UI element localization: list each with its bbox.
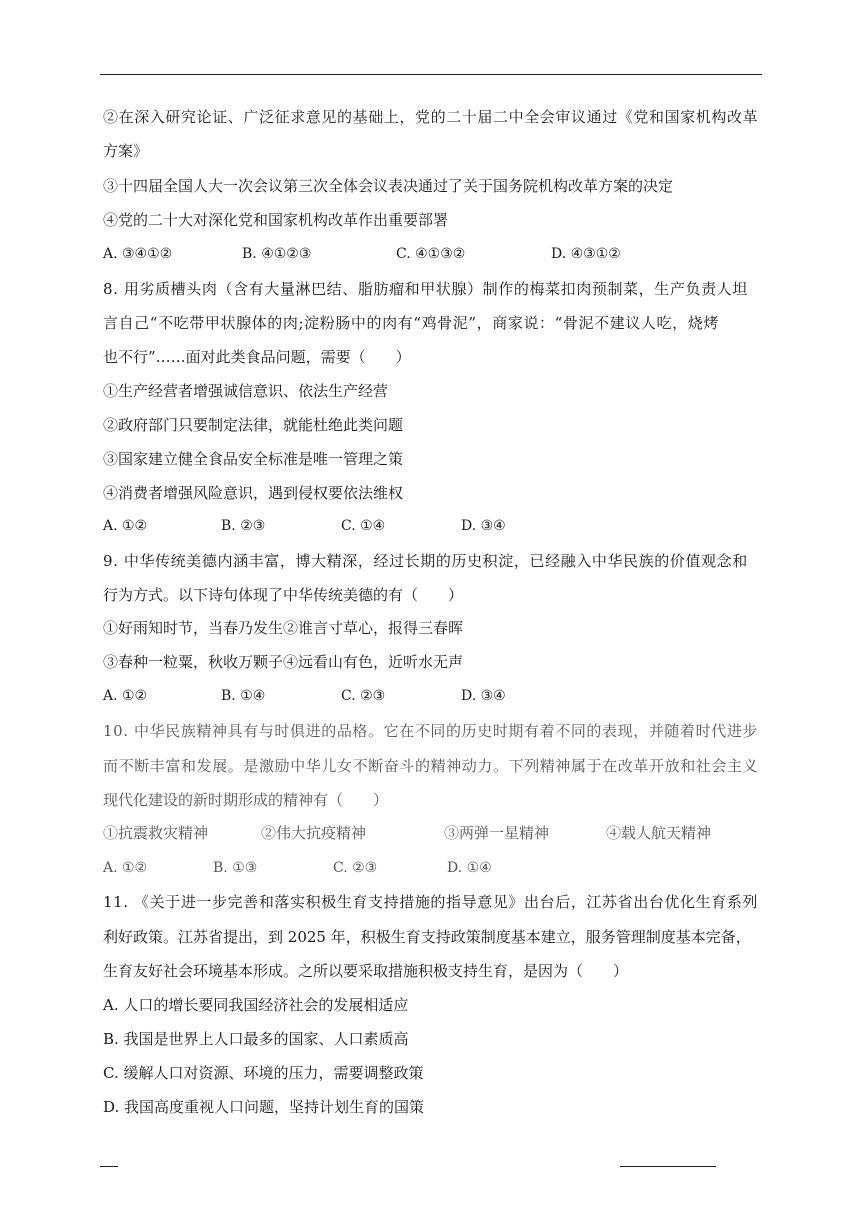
q8-option-c: C. ①④ — [341, 518, 386, 534]
q8-statement-1: ①生产经营者增强诚信意识、依法生产经营 — [103, 382, 389, 400]
q11-stem-line2: 利好政策。江苏省提出，到 2025 年，积极生育支持政策制度基本建立，服务管理制度基本完备， — [103, 928, 751, 946]
q10-stem-line1: 10. 中华民族精神具有与时俱进的品格。它在不同的历史时期有着不同的表现，并随着时代进步 — [103, 722, 759, 740]
q9-stem-line1: 9. 中华传统美德内涵丰富，博大精深，经过长期的历史积淀，已经融入中华民族的价值观念和 — [103, 552, 748, 570]
q10-stem-line3: 现代化建设的新时期形成的精神有（ ） — [103, 791, 389, 809]
q7-statement-4: ④党的二十大对深化党和国家机构改革作出重要部署 — [103, 211, 449, 229]
q10-item-2: ②伟大抗疫精神 — [261, 824, 367, 842]
footer-rule-left — [100, 1166, 118, 1167]
q8-statement-3: ③国家建立健全食品安全标准是唯一管理之策 — [103, 450, 404, 468]
q9-statement-34: ③春种一粒粟，秋收万颗子④远看山有色，近听水无声 — [103, 653, 464, 671]
q9-statement-12: ①好雨知时节，当春乃发生②谁言寸草心，报得三春晖 — [103, 619, 464, 637]
q8-option-b: B. ②③ — [221, 518, 266, 534]
q8-stem-line3: 也不行”……面对此类食品问题，需要（ ） — [103, 348, 411, 366]
q9-stem-line2: 行为方式。以下诗句体现了中华传统美德的有（ ） — [103, 586, 464, 604]
q7-statement-2: ②在深入研究论证、广泛征求意见的基础上，党的二十届二中全会审议通过《党和国家机构改革 — [103, 108, 759, 126]
q10-option-d: D. ①④ — [447, 860, 492, 876]
q8-statement-4: ④消费者增强风险意识，遇到侵权要依法维权 — [103, 484, 404, 502]
q8-stem-line2: 言自己“不吃带甲状腺体的肉;淀粉肠中的肉有“鸡骨泥”，商家说：“骨泥不建议人吃，烧烤 — [103, 314, 719, 332]
q11-stem-line1: 11. 《关于进一步完善和落实积极生育支持措施的指导意见》出台后，江苏省出台优化生育系列 — [103, 893, 759, 911]
q11-option-a: A. 人口的增长要同我国经济社会的发展相适应 — [103, 996, 409, 1014]
q8-statement-2: ②政府部门只要制定法律，就能杜绝此类问题 — [103, 416, 404, 434]
q10-option-a: A. ①② — [103, 860, 148, 876]
q11-option-b: B. 我国是世界上人口最多的国家、人口素质高 — [103, 1030, 409, 1048]
q11-stem-line3: 生育友好社会环境基本形成。之所以要采取措施积极支持生育，是因为（ ） — [103, 962, 629, 980]
q7-statement-3: ③十四届全国人大一次会议第三次全体会议表决通过了关于国务院机构改革方案的决定 — [103, 177, 674, 195]
q8-option-d: D. ③④ — [461, 518, 506, 534]
q9-option-a: A. ①② — [103, 688, 148, 704]
q10-stem-line2: 而不断丰富和发展。是激励中华儿女不断奋斗的精神动力。下列精神属于在改革开放和社会主义 — [103, 757, 759, 775]
q9-option-b: B. ①④ — [221, 688, 266, 704]
header-rule — [100, 74, 762, 75]
q8-stem-line1: 8. 用劣质槽头肉（含有大量淋巴结、脂肪瘤和甲状腺）制作的梅菜扣肉预制菜，生产负责人坦 — [103, 280, 748, 298]
q7-option-a: A. ③④①② — [103, 246, 173, 262]
q7-statement-2-cont: 方案》 — [103, 142, 149, 160]
q9-option-d: D. ③④ — [461, 688, 506, 704]
q8-option-a: A. ①② — [103, 518, 148, 534]
q11-option-c: C. 缓解人口对资源、环境的压力，需要调整政策 — [103, 1064, 424, 1082]
q7-option-c: C. ④①③② — [396, 246, 466, 262]
q10-option-c: C. ②③ — [333, 860, 378, 876]
q11-option-d: D. 我国高度重视人口问题，坚持计划生育的国策 — [103, 1098, 425, 1116]
q9-option-c: C. ②③ — [341, 688, 386, 704]
q10-item-1: ①抗震救灾精神 — [103, 824, 209, 842]
footer-rule-right — [620, 1166, 716, 1167]
q7-option-b: B. ④①②③ — [242, 246, 312, 262]
q10-option-b: B. ①③ — [213, 860, 258, 876]
q10-item-3: ③两弹一星精神 — [444, 824, 550, 842]
q7-option-d: D. ④③①② — [551, 246, 621, 262]
q10-item-4: ④载人航天精神 — [606, 824, 712, 842]
